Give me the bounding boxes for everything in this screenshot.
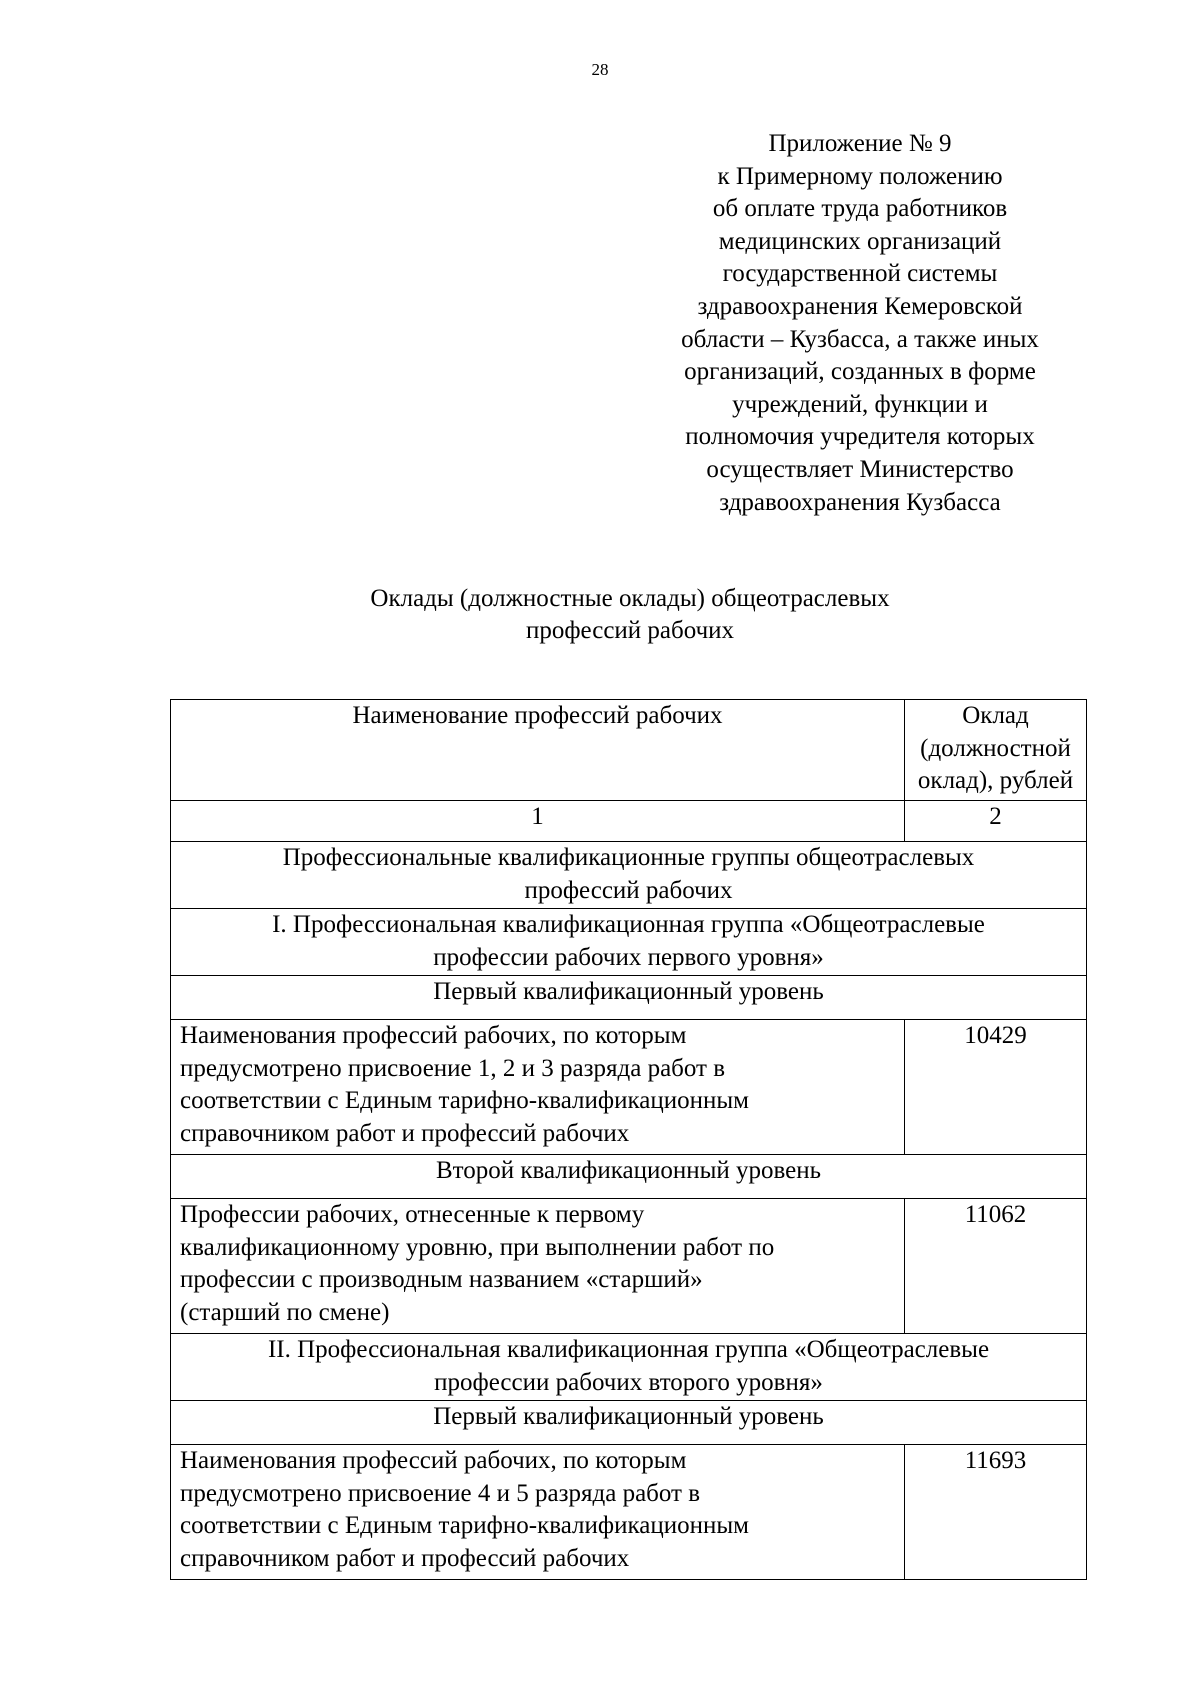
column-numbers-row xyxy=(171,801,1087,842)
appendix-line: осуществляет Министерство xyxy=(706,455,1014,483)
level-title: Первый квалификационный уровень xyxy=(171,1401,1087,1445)
appendix-line: здравоохранения Кемеровской xyxy=(697,292,1023,320)
appendix-line: к Примерному положению xyxy=(717,162,1003,190)
column-number: 1 xyxy=(171,801,905,842)
header-salary-line: Оклад xyxy=(962,702,1029,729)
salary-value: 11062 xyxy=(905,1199,1087,1334)
appendix-line: организаций, созданных в форме xyxy=(684,358,1036,386)
header-salary xyxy=(905,700,1087,801)
appendix-line: учреждений, функции и xyxy=(732,390,988,418)
title-line: профессий рабочих xyxy=(525,617,735,644)
level-title: Второй квалификационный уровень xyxy=(171,1155,1087,1199)
group-row xyxy=(171,909,1087,976)
description-line: предусмотрено присвоение 1, 2 и 3 разряда работ в xyxy=(180,1054,726,1082)
description-line: (старший по смене) xyxy=(180,1298,390,1326)
group-title-line: профессии рабочих второго уровня» xyxy=(434,1368,823,1396)
appendix-line: здравоохранения Кузбасса xyxy=(719,488,1001,516)
header-salary-line: (должностной xyxy=(920,734,1071,762)
section-title xyxy=(171,842,1087,909)
description-line: Наименования профессий рабочих, по которым xyxy=(180,1022,687,1049)
page-number: 28 xyxy=(591,60,609,79)
description-line: справочником работ и профессий рабочих xyxy=(180,1544,630,1572)
section-title-line: профессий рабочих xyxy=(524,876,733,904)
appendix-line: об оплате труда работников xyxy=(712,195,1008,223)
appendix-reference xyxy=(640,128,1080,519)
header-salary-line: оклад), рублей xyxy=(917,767,1074,794)
salary-value: 11693 xyxy=(905,1445,1087,1580)
appendix-line: области – Кузбасса, а также иных xyxy=(681,325,1039,353)
description-line: Наименования профессий рабочих, по которым xyxy=(180,1447,687,1474)
header-profession-name: Наименование профессий рабочих xyxy=(171,700,905,801)
title-line: Оклады (должностные оклады) общеотраслевых xyxy=(370,585,890,612)
description-line: Профессии рабочих, отнесенные к первому xyxy=(180,1201,645,1228)
description-line: справочником работ и профессий рабочих xyxy=(180,1119,630,1147)
level-row xyxy=(171,1155,1087,1199)
profession-description xyxy=(171,1020,905,1155)
description-line: квалификационному уровню, при выполнении работ по xyxy=(180,1233,775,1261)
appendix-line: Приложение № 9 xyxy=(768,130,952,157)
appendix-line: государственной системы xyxy=(722,260,998,288)
table-row xyxy=(171,1020,1087,1155)
profession-description xyxy=(171,1445,905,1580)
level-row xyxy=(171,1401,1087,1445)
level-title: Первый квалификационный уровень xyxy=(171,976,1087,1020)
group-title-2 xyxy=(171,1334,1087,1401)
group-title-line: профессии рабочих первого уровня» xyxy=(433,943,824,971)
document-title xyxy=(200,583,1060,647)
appendix-line: медицинских организаций xyxy=(718,227,1002,255)
profession-description xyxy=(171,1199,905,1334)
salary-table xyxy=(170,699,1087,1580)
table-row xyxy=(171,1199,1087,1334)
table-header-row xyxy=(171,700,1087,801)
table-row xyxy=(171,1445,1087,1580)
section-title-row xyxy=(171,842,1087,909)
appendix-line: полномочия учредителя которых xyxy=(685,423,1035,451)
group-row xyxy=(171,1334,1087,1401)
description-line: профессии с производным названием «старший» xyxy=(180,1266,703,1293)
group-title-line: I. Профессиональная квалификационная группа «Общеотраслевые xyxy=(272,911,985,938)
description-line: соответствии с Единым тарифно-квалификационным xyxy=(180,1087,749,1114)
salary-value: 10429 xyxy=(905,1020,1087,1155)
group-title-line: II. Профессиональная квалификационная группа «Общеотраслевые xyxy=(267,1336,990,1363)
level-row xyxy=(171,976,1087,1020)
column-number: 2 xyxy=(905,801,1087,842)
group-title-1 xyxy=(171,909,1087,976)
description-line: предусмотрено присвоение 4 и 5 разряда работ в xyxy=(180,1479,701,1507)
section-title-line: Профессиональные квалификационные группы общеотраслевых xyxy=(282,844,975,871)
description-line: соответствии с Единым тарифно-квалификационным xyxy=(180,1512,749,1539)
